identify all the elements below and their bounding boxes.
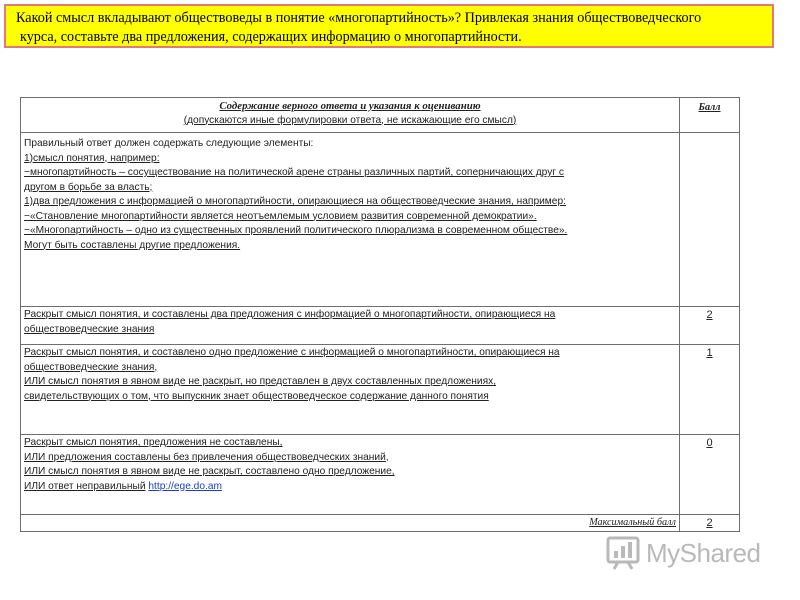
answer-row <box>21 133 740 307</box>
criteria-line <box>24 480 676 495</box>
criteria-text-cell <box>21 435 680 515</box>
criteria-line: ИЛИ смысл понятия в явном виде не раскрыт, но представлен в двух составленных предложениях, <box>24 376 497 387</box>
answer-score-cell <box>680 133 740 307</box>
criteria-line: Раскрыт смысл понятия, и составлено одно предложение с информацией о многопартийности, опирающиеся на <box>24 347 560 358</box>
max-score-label: Максимальный балл <box>589 517 676 528</box>
answer-line: −многопартийность – сосуществование на политической арене страны различных партий, соперничающих друг с <box>24 167 564 178</box>
criteria-line: Раскрыт смысл понятия, и составлены два предложения с информацией о многопартийности, опирающиеся на <box>24 309 556 320</box>
grading-table <box>20 97 740 532</box>
criteria-score: 0 <box>706 437 713 449</box>
criteria-line: свидетельствующих о том, что выпускник знает обществоведческое содержание данного понятия <box>24 390 489 402</box>
criteria-last-text: ИЛИ ответ неправильный <box>24 480 146 492</box>
max-score-row <box>21 515 740 532</box>
criteria-score: 2 <box>706 309 713 321</box>
answer-line: 1)два предложения с информацией о многопартийности, опирающиеся на обществоведческие знания, например: <box>24 196 566 207</box>
header-title: Содержание верного ответа и указания к оцениванию <box>219 100 481 112</box>
criteria-line: Раскрыт смысл понятия, предложения не составлены, <box>24 437 283 448</box>
table-header-row <box>21 98 740 133</box>
myshared-logo-icon <box>606 536 640 570</box>
criteria-line: обществоведческие знания, <box>24 361 158 373</box>
criteria-text-cell <box>21 345 680 435</box>
criteria-line: ИЛИ смысл понятия в явном виде не раскрыт, составлено одно предложение, <box>24 466 395 477</box>
header-content-cell <box>21 98 680 133</box>
answer-content-cell <box>21 133 680 307</box>
question-box <box>4 4 774 48</box>
watermark-text: MyShared <box>646 537 761 568</box>
criteria-line: обществоведческие знания <box>24 323 155 335</box>
answer-line: −«Многопартийность – одно из существенных проявлений политического плюрализма в современном обществе». <box>24 225 568 236</box>
max-score-value: 2 <box>706 517 713 529</box>
source-link[interactable]: http://ege.do.am <box>148 480 223 492</box>
question-line-2: курса, составьте два предложения, содержащих информацию о многопартийности. <box>20 29 522 45</box>
criteria-line: ИЛИ предложения составлены без привлечения обществоведческих знаний, <box>24 451 389 463</box>
criteria-row <box>21 307 740 345</box>
criteria-row <box>21 345 740 435</box>
max-label-cell <box>21 515 680 532</box>
criteria-score-cell <box>680 345 740 435</box>
header-score-label: Балл <box>698 102 721 113</box>
answer-line: −«Становление многопартийности является неотъемлемым условием развития современной демократии». <box>24 210 537 222</box>
criteria-row <box>21 435 740 515</box>
watermark <box>606 533 766 573</box>
criteria-score-cell <box>680 435 740 515</box>
answer-line: Правильный ответ должен содержать следующие элементы: <box>24 138 314 149</box>
header-subtitle: (допускаются иные формулировки ответа, не искажающие его смысл) <box>183 114 517 126</box>
answer-line: другом в борьбе за власть; <box>24 181 153 193</box>
answer-line: Могут быть составлены другие предложения. <box>24 239 241 251</box>
criteria-text-cell <box>21 307 680 345</box>
answer-line: 1)смысл понятия, например: <box>24 152 160 164</box>
criteria-score: 1 <box>706 347 713 359</box>
header-score-cell <box>680 98 740 133</box>
max-score-cell <box>680 515 740 532</box>
criteria-score-cell <box>680 307 740 345</box>
question-line-1: Какой смысл вкладывают обществоведы в понятие «многопартийность»? Привлекая знания обществоведческого <box>16 10 702 26</box>
